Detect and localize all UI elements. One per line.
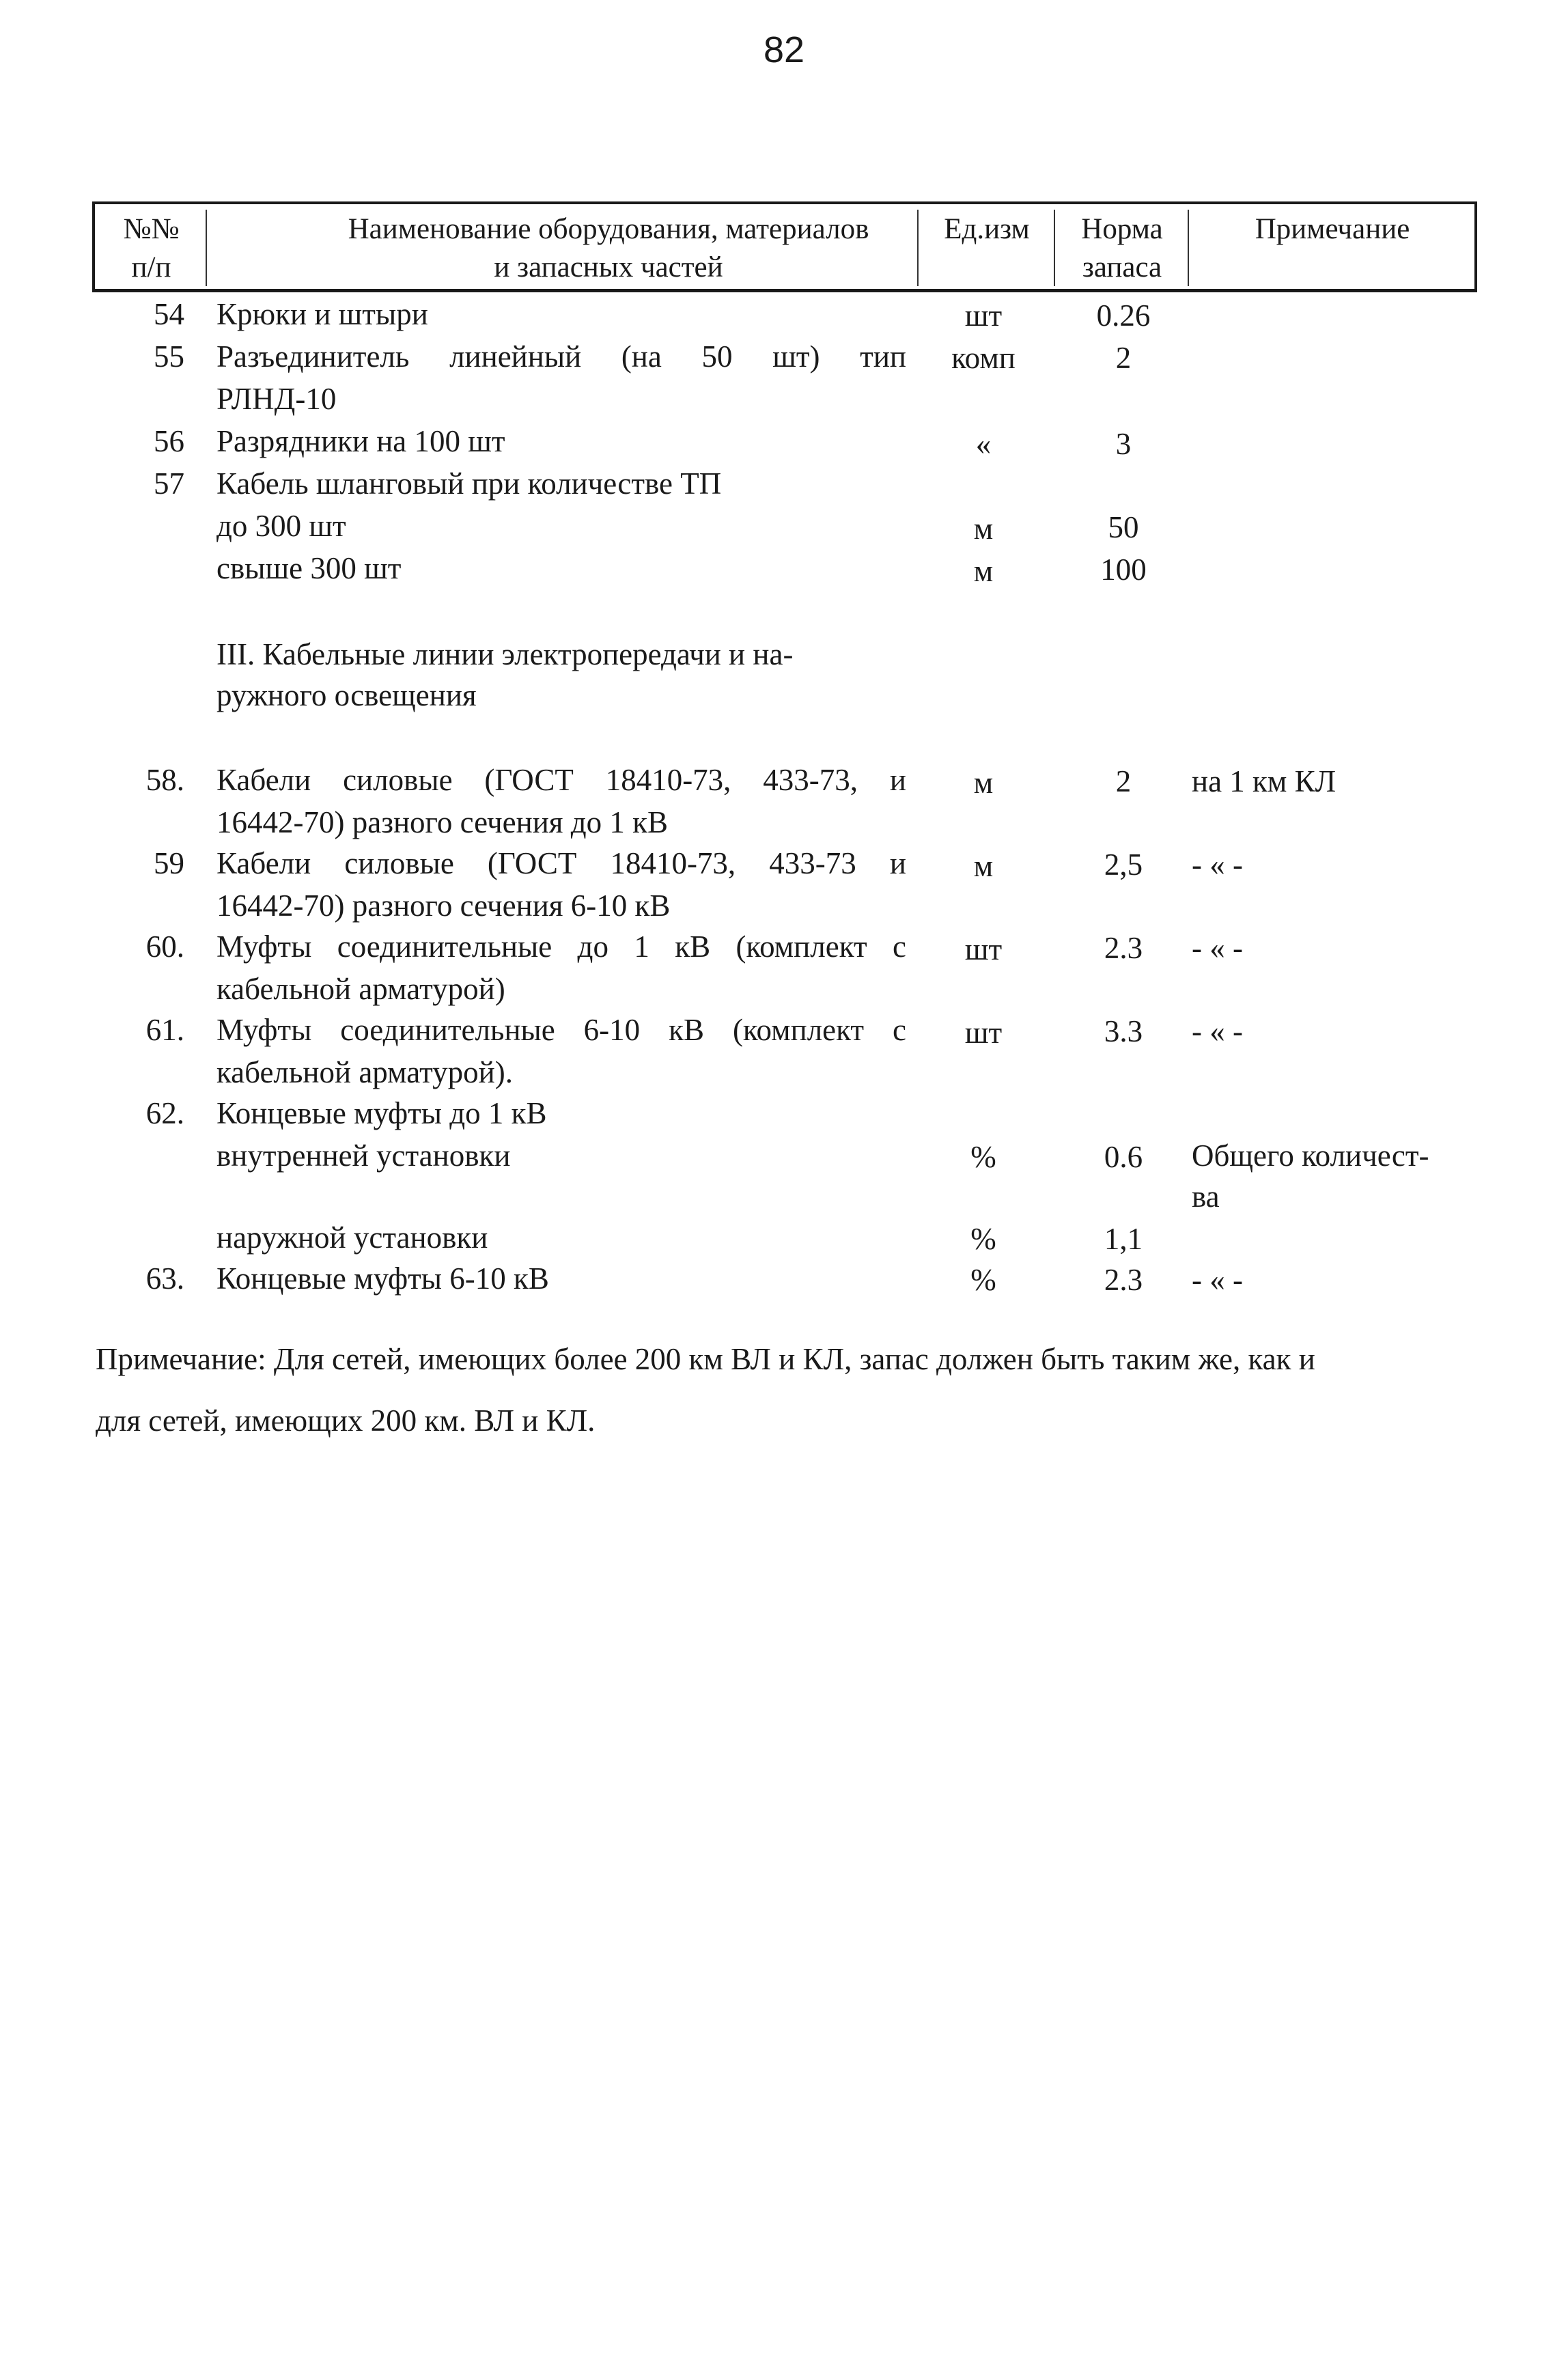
item-name-continued: 16442-70) разного сечения до 1 кВ — [216, 805, 669, 839]
column-divider — [206, 210, 207, 286]
row-number: 61. — [145, 1013, 184, 1047]
item-name: Кабель шланговый при количестве ТП — [216, 466, 722, 501]
item-subitem: внутренней установки — [216, 1138, 511, 1173]
item-norm: 2.3 — [1104, 1263, 1143, 1297]
row-number: 60. — [145, 930, 184, 964]
item-name-continued: кабельной арматурой) — [216, 972, 505, 1006]
item-norm: 2 — [1115, 341, 1132, 375]
item-name-continued: 16442-70) разного сечения 6-10 кВ — [216, 889, 671, 923]
item-unit: м — [973, 766, 994, 800]
item-name: Муфты соединительные 6-10 кВ (комплект с — [216, 1013, 906, 1047]
table-header — [92, 201, 1477, 292]
item-unit: « — [975, 427, 992, 461]
item-note: на 1 км КЛ — [1192, 764, 1336, 798]
item-norm: 3.3 — [1104, 1014, 1143, 1048]
row-number: 54 — [154, 297, 184, 331]
item-name-continued: РЛНД-10 — [216, 382, 337, 416]
item-unit: м — [973, 554, 994, 588]
row-number: 57 — [154, 466, 184, 501]
item-note: - « - — [1192, 1014, 1243, 1048]
header-unit-column: Ед.изм — [944, 213, 1030, 245]
item-note: Общего количест- — [1192, 1138, 1429, 1173]
row-number: 62. — [145, 1096, 184, 1130]
item-name: Кабели силовые (ГОСТ 18410-73, 433-73, и — [216, 763, 906, 797]
item-unit: м — [973, 849, 994, 883]
item-unit: м — [973, 512, 994, 546]
header-name-column: Наименование оборудования, материалов и запасных частей — [348, 213, 869, 283]
item-subitem: свыше 300 шт — [216, 551, 402, 585]
item-subitem: до 300 шт — [216, 509, 346, 543]
item-norm: 0.6 — [1104, 1140, 1143, 1174]
item-subitem: наружной установки — [216, 1220, 488, 1255]
item-norm: 2,5 — [1104, 848, 1143, 882]
item-norm: 0.26 — [1096, 298, 1151, 333]
item-unit: шт — [964, 298, 1003, 333]
item-unit: % — [970, 1140, 996, 1174]
footnote: Примечание: Для сетей, имеющих более 200 км ВЛ и КЛ, запас должен быть таким же, как и — [96, 1342, 1315, 1376]
header-number-column: №№ п/п — [123, 213, 180, 283]
footnote-continued: для сетей, имеющих 200 км. ВЛ и КЛ. — [96, 1403, 596, 1438]
page-number: 82 — [763, 29, 805, 70]
item-name-continued: кабельной арматурой). — [216, 1055, 513, 1089]
row-number: 55 — [154, 339, 184, 374]
item-name: Концевые муфты 6-10 кВ — [216, 1261, 549, 1296]
item-norm: 1,1 — [1104, 1222, 1143, 1256]
item-norm: 100 — [1100, 553, 1147, 587]
item-name: Муфты соединительные до 1 кВ (комплект с — [216, 930, 906, 964]
row-number: 59 — [154, 846, 184, 880]
item-note: - « - — [1192, 1263, 1243, 1297]
header-norm-column: Норма запаса — [1081, 213, 1163, 283]
item-norm: 50 — [1108, 510, 1139, 544]
item-unit: шт — [964, 932, 1003, 966]
row-number: 56 — [154, 424, 184, 458]
item-name: Кабели силовые (ГОСТ 18410-73, 433-73 и — [216, 846, 906, 880]
item-unit: % — [970, 1222, 996, 1256]
item-norm: 2 — [1115, 764, 1132, 798]
section-heading: III. Кабельные линии электропередачи и на- — [216, 637, 794, 671]
row-number: 63. — [145, 1261, 184, 1296]
item-norm: 3 — [1115, 427, 1132, 461]
item-name: Концевые муфты до 1 кВ — [216, 1096, 547, 1130]
item-note: - « - — [1192, 848, 1243, 882]
item-unit: % — [970, 1263, 996, 1297]
item-unit: шт — [964, 1016, 1003, 1050]
section-heading-continued: ружного освещения — [216, 678, 477, 712]
row-number: 58. — [145, 763, 184, 797]
item-name: Разрядники на 100 шт — [216, 424, 505, 458]
item-note: - « - — [1192, 931, 1243, 965]
item-unit: комп — [951, 341, 1016, 375]
item-name: Разъединитель линейный (на 50 шт) тип — [216, 339, 906, 374]
header-note-column: Примечание — [1255, 213, 1410, 245]
item-name: Крюки и штыри — [216, 297, 428, 331]
item-norm: 2.3 — [1104, 931, 1143, 965]
item-note-continued: ва — [1192, 1179, 1220, 1214]
